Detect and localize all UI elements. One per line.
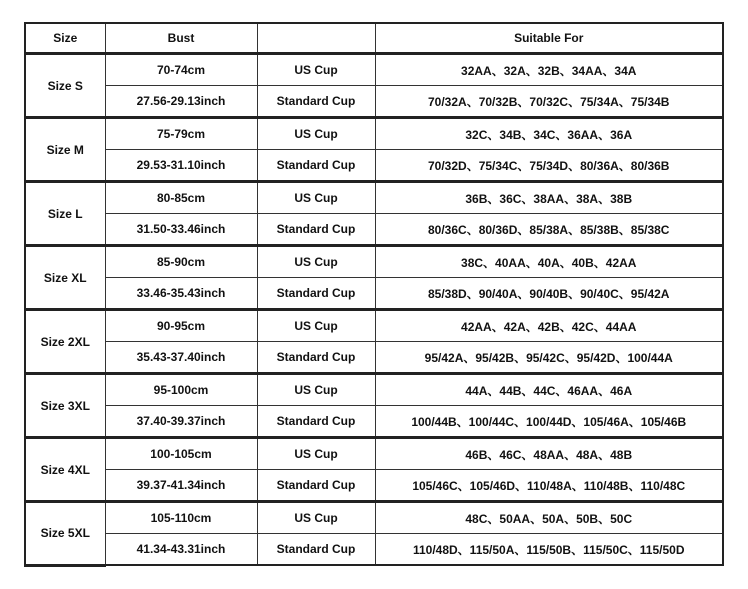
bust-cm: 85-90cm xyxy=(105,246,257,278)
size-chart-table xyxy=(24,22,724,567)
us-cup-fit: 32C、34B、34C、36AA、36A xyxy=(375,118,723,150)
standard-cup-fit: 110/48D、115/50A、115/50B、115/50C、115/50D xyxy=(375,534,723,566)
bust-inch: 27.56-29.13inch xyxy=(105,86,257,118)
bust-cm: 95-100cm xyxy=(105,374,257,406)
bust-cm: 80-85cm xyxy=(105,182,257,214)
standard-cup-fit: 100/44B、100/44C、100/44D、105/46A、105/46B xyxy=(375,406,723,438)
size-row-standard xyxy=(25,150,723,182)
size-label: Size 3XL xyxy=(25,374,105,438)
header-bust: Bust xyxy=(105,23,257,54)
standard-cup-fit: 95/42A、95/42B、95/42C、95/42D、100/44A xyxy=(375,342,723,374)
size-row-us xyxy=(25,310,723,342)
standard-cup-label: Standard Cup xyxy=(257,534,375,566)
bust-inch: 31.50-33.46inch xyxy=(105,214,257,246)
bust-cm: 75-79cm xyxy=(105,118,257,150)
us-cup-label: US Cup xyxy=(257,438,375,470)
header-cup-type xyxy=(257,23,375,54)
us-cup-fit: 36B、36C、38AA、38A、38B xyxy=(375,182,723,214)
standard-cup-label: Standard Cup xyxy=(257,470,375,502)
standard-cup-label: Standard Cup xyxy=(257,278,375,310)
size-label: Size 5XL xyxy=(25,502,105,566)
size-row-us xyxy=(25,438,723,470)
us-cup-fit: 48C、50AA、50A、50B、50C xyxy=(375,502,723,534)
size-label: Size 4XL xyxy=(25,438,105,502)
bust-cm: 100-105cm xyxy=(105,438,257,470)
bust-inch: 41.34-43.31inch xyxy=(105,534,257,566)
standard-cup-fit: 70/32A、70/32B、70/32C、75/34A、75/34B xyxy=(375,86,723,118)
size-row-standard xyxy=(25,278,723,310)
size-label: Size S xyxy=(25,54,105,118)
bust-cm: 105-110cm xyxy=(105,502,257,534)
size-row-us xyxy=(25,54,723,86)
standard-cup-label: Standard Cup xyxy=(257,406,375,438)
bust-inch: 37.40-39.37inch xyxy=(105,406,257,438)
bust-inch: 35.43-37.40inch xyxy=(105,342,257,374)
size-label: Size M xyxy=(25,118,105,182)
size-label: Size L xyxy=(25,182,105,246)
bust-inch: 39.37-41.34inch xyxy=(105,470,257,502)
standard-cup-fit: 105/46C、105/46D、110/48A、110/48B、110/48C xyxy=(375,470,723,502)
bust-cm: 90-95cm xyxy=(105,310,257,342)
header-row xyxy=(25,23,723,54)
standard-cup-fit: 80/36C、80/36D、85/38A、85/38B、85/38C xyxy=(375,214,723,246)
us-cup-label: US Cup xyxy=(257,182,375,214)
us-cup-label: US Cup xyxy=(257,374,375,406)
us-cup-label: US Cup xyxy=(257,502,375,534)
us-cup-fit: 44A、44B、44C、46AA、46A xyxy=(375,374,723,406)
size-row-standard xyxy=(25,534,723,566)
bust-cm: 70-74cm xyxy=(105,54,257,86)
size-label: Size XL xyxy=(25,246,105,310)
header-size: Size xyxy=(25,23,105,54)
standard-cup-fit: 85/38D、90/40A、90/40B、90/40C、95/42A xyxy=(375,278,723,310)
standard-cup-label: Standard Cup xyxy=(257,86,375,118)
us-cup-fit: 42AA、42A、42B、42C、44AA xyxy=(375,310,723,342)
size-row-us xyxy=(25,374,723,406)
us-cup-label: US Cup xyxy=(257,54,375,86)
size-row-us xyxy=(25,246,723,278)
size-row-us xyxy=(25,118,723,150)
us-cup-label: US Cup xyxy=(257,310,375,342)
bust-inch: 29.53-31.10inch xyxy=(105,150,257,182)
us-cup-fit: 32AA、32A、32B、34AA、34A xyxy=(375,54,723,86)
us-cup-fit: 38C、40AA、40A、40B、42AA xyxy=(375,246,723,278)
standard-cup-label: Standard Cup xyxy=(257,214,375,246)
size-row-us xyxy=(25,502,723,534)
us-cup-label: US Cup xyxy=(257,246,375,278)
header-suitable-for: Suitable For xyxy=(375,23,723,54)
bust-inch: 33.46-35.43inch xyxy=(105,278,257,310)
size-chart-container xyxy=(24,22,722,567)
size-chart-body xyxy=(25,54,723,566)
standard-cup-fit: 70/32D、75/34C、75/34D、80/36A、80/36B xyxy=(375,150,723,182)
size-row-standard xyxy=(25,342,723,374)
size-row-standard xyxy=(25,470,723,502)
standard-cup-label: Standard Cup xyxy=(257,150,375,182)
size-row-us xyxy=(25,182,723,214)
us-cup-fit: 46B、46C、48AA、48A、48B xyxy=(375,438,723,470)
size-row-standard xyxy=(25,214,723,246)
standard-cup-label: Standard Cup xyxy=(257,342,375,374)
us-cup-label: US Cup xyxy=(257,118,375,150)
size-row-standard xyxy=(25,406,723,438)
size-row-standard xyxy=(25,86,723,118)
size-label: Size 2XL xyxy=(25,310,105,374)
